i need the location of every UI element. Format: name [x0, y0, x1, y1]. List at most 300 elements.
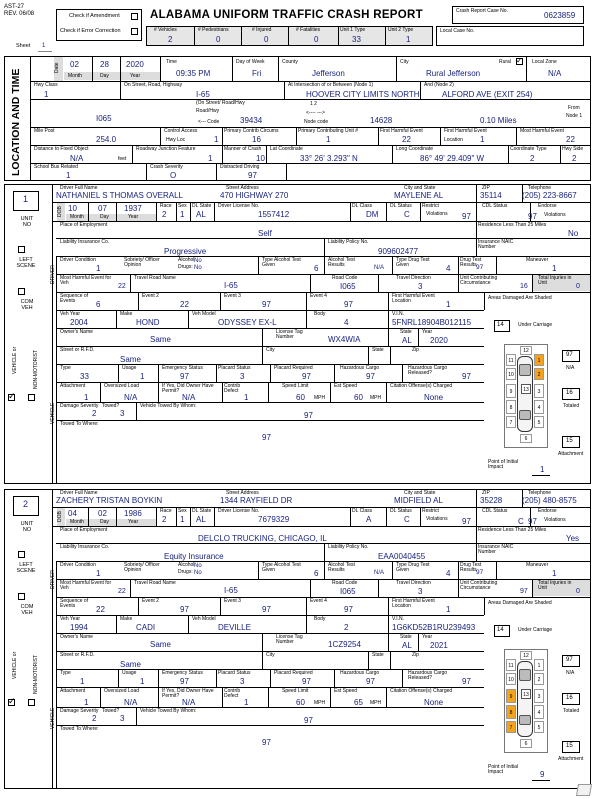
com-veh-checkbox[interactable] [18, 288, 25, 295]
attachment: 1 [84, 698, 89, 707]
speed-limit-label: Speed Limit [282, 383, 309, 389]
contrib-defect: 1 [244, 393, 249, 402]
event-3-label: Event 3 [224, 293, 241, 299]
tag-year-label: Year [422, 329, 433, 335]
towed-label: Towed? [102, 708, 120, 714]
liability-co: Progressive [164, 247, 207, 256]
unit-number: 2 [23, 499, 29, 509]
maneuver: 1 [552, 264, 557, 273]
point-impact-label: Point of Initial Impact [488, 764, 519, 775]
damage-zone-1[interactable]: 1 [534, 354, 544, 366]
driver-license: 1557412 [258, 210, 290, 219]
unit-contrib-label: Unit Contributing Circumstance [460, 580, 498, 591]
sequence-events-label: Sequence of Events [60, 293, 89, 304]
sheet-number: 1 [42, 43, 46, 49]
damage-zone-2[interactable]: 2 [534, 368, 544, 380]
under-carriage: 14 [497, 322, 504, 328]
hazardous-cargo: 97 [366, 372, 375, 381]
month-label: Month [70, 519, 84, 525]
employment-label: Place of Employment [60, 222, 108, 228]
veh-model-label: Veh Model [192, 311, 216, 317]
maneuver-label: Maneuver [526, 562, 549, 568]
event-2-label: Event 2 [142, 293, 159, 299]
owners-name: Same [150, 335, 171, 344]
diagram-na: N/A [566, 365, 575, 371]
vehicle-check-mark: ✓ [8, 696, 16, 706]
if-yes-label: If Yes, Did Owner Have Permit? [162, 383, 214, 394]
dl-class: DM [366, 210, 379, 219]
type-label: Type [60, 670, 71, 676]
total-injuries-label: Total Injuries in Unit [538, 580, 572, 591]
travel-road-label: Travel Road Name [134, 275, 176, 281]
sequence-event-1: 6 [96, 300, 101, 309]
violations-label: Violations [426, 211, 448, 217]
left-scene-checkbox[interactable] [18, 246, 25, 253]
owners-name: Same [150, 640, 171, 649]
emergency-status: 97 [180, 677, 189, 686]
drug-results-label: Drug Test Results [460, 257, 482, 268]
liability-policy: 909602477 [378, 247, 419, 256]
vehicle-or-label: VEHICLE or [12, 651, 18, 679]
violations-2: 97 [528, 212, 537, 221]
dl-state: AL [196, 515, 206, 524]
form-code: AST-27 [4, 4, 25, 10]
damage-zone-11[interactable]: 11 [506, 659, 516, 671]
first-harmful-event-loc-label: First Harmful Event Location [392, 293, 435, 304]
drugs: No [194, 265, 202, 271]
event-3-label: Event 3 [224, 598, 241, 604]
dl-class-label: DL Class [352, 508, 373, 514]
driver-zip: 35114 [480, 191, 502, 200]
event-2: 97 [180, 605, 189, 614]
mph-label: MPH [314, 700, 326, 706]
error-correction-checkbox[interactable] [131, 28, 138, 35]
dob-month: 04 [68, 509, 77, 518]
total-injuries-label: Total Injuries in Unit [538, 275, 572, 286]
veh-type: 33 [80, 372, 89, 381]
usage-label: Usage [122, 670, 137, 676]
attachment-label: Attachment [60, 383, 86, 389]
year-label: Year [128, 519, 139, 525]
owner-state-label: State [372, 347, 384, 353]
employment: DELCLO TRUCKING, CHICAGO, IL [198, 534, 327, 543]
license-tag: 1CZ9254 [328, 640, 361, 649]
liability-policy-label: Liability Policy No. [328, 239, 369, 245]
driver-condition-label: Driver Condition [60, 257, 96, 263]
contrib-defect-label: Contrib Defect [224, 688, 241, 699]
damage-zone-2[interactable]: 2 [534, 673, 544, 685]
location-section-title: LOCATION AND TIME [10, 68, 22, 176]
restrict-label: Restrict [422, 508, 439, 514]
first-harmful-event-loc: 1 [446, 300, 451, 309]
veh-model: DEVILLE [218, 623, 251, 632]
liability-co-label: Liability Insurance Co. [60, 239, 110, 245]
dl-class: A [366, 515, 372, 524]
day-label: Day [100, 214, 109, 220]
telephone-label: Telephone [528, 185, 552, 191]
areas-damaged-label: Areas Damaged Are Shaded [488, 600, 552, 606]
sequence-event-1: 22 [96, 605, 105, 614]
most-harmful-veh: 22 [118, 588, 126, 595]
residence-label: Residence Less Than 25 Miles [478, 222, 547, 228]
dob-label: DOB [57, 511, 63, 522]
type-drug-label: Type Drug Test Given [396, 257, 430, 268]
local-case-label: Local Case No. [440, 28, 475, 34]
veh-type: 1 [80, 677, 85, 686]
mph-label-2: MPH [370, 700, 382, 706]
vehicle-check-mark: ✓ [8, 391, 16, 401]
endorse-label: Endorse [538, 508, 557, 514]
travel-road: I-65 [224, 281, 238, 290]
sex-label: Sex [178, 203, 187, 209]
vehicle-label: VEHICLE [50, 402, 56, 424]
speed-limit: 60 [296, 393, 305, 402]
towed-by: 97 [304, 716, 313, 725]
rear-window-icon [519, 715, 531, 725]
attachment-diagram-label: Attachment [558, 451, 584, 457]
sheet-label: Sheet [16, 43, 31, 49]
check-error-label: Check if Error Correction [60, 28, 121, 34]
license-tag: WX4WIA [328, 335, 361, 344]
dl-state-label: DL State [192, 508, 212, 514]
telephone-label: Telephone [528, 490, 552, 496]
damage-zone-6[interactable]: 6 [520, 739, 532, 748]
placard-status-label: Placard Status [218, 365, 251, 371]
vin-label: V.I.N. [392, 311, 405, 317]
driver-phone: (205) 223-8667 [522, 191, 577, 200]
com-veh-label: COM VEH [20, 299, 34, 311]
drug-results: 97 [476, 264, 484, 271]
totaled-value: 16 [566, 390, 573, 396]
roof-zone-13[interactable]: 13 [521, 384, 531, 394]
driver-condition: 1 [96, 264, 101, 273]
form-revision: REV. 06/08 [4, 11, 35, 17]
drug-results: 97 [476, 569, 484, 576]
veh-year-label: Veh Year [60, 311, 81, 317]
event-3: 97 [262, 605, 271, 614]
totaled-label: Totaled [563, 708, 580, 714]
oversized-load: N/A [124, 393, 138, 402]
under-carriage-label: Under Carriage [518, 627, 553, 633]
veh-make: CADI [136, 623, 156, 632]
dl-status: C [404, 210, 410, 219]
first-harmful-event-loc-label: First Harmful Event Location [392, 598, 435, 609]
race: 2 [162, 210, 167, 219]
driver-license: 7679329 [258, 515, 290, 524]
unit-number: 1 [23, 194, 29, 204]
owner-city-label: City [266, 347, 275, 353]
event-4-label: Event 4 [310, 293, 327, 299]
damage-zone-7[interactable]: 7 [506, 721, 516, 733]
citation-label: Citation Offense(s) Charged [390, 688, 453, 694]
day-label: Day [100, 519, 109, 525]
veh-usage: 1 [140, 372, 145, 381]
veh-model: ODYSSEY EX-L [218, 318, 277, 327]
contrib-defect-label: Contrib Defect [224, 383, 241, 394]
make-label: Make [120, 616, 133, 622]
street-rfd-label: Street or R.F.D. [60, 652, 95, 658]
veh-body: 4 [344, 318, 349, 327]
driver-condition-label: Driver Condition [60, 562, 96, 568]
violations: 97 [462, 212, 471, 221]
driver-street: 1344 RAYFIELD DR [220, 496, 293, 505]
vehicle-or-label: VEHICLE or [12, 346, 18, 374]
liability-co: Equity Insurance [164, 552, 224, 561]
placard-status: 3 [240, 372, 245, 381]
drugs-label: Drugs: [178, 569, 193, 575]
road-code: I065 [340, 282, 356, 291]
speed-limit: 60 [296, 698, 305, 707]
totaled-label: Totaled [563, 403, 580, 409]
under-carriage-label: Under Carriage [518, 322, 553, 328]
cdl-status-label: CDL Status [482, 203, 508, 209]
hazardous-released-label: Hazardous Cargo Released? [408, 670, 448, 681]
violations-2: 97 [528, 517, 537, 526]
most-harmful-veh: 22 [118, 283, 126, 290]
damage-zone-12[interactable]: 12 [520, 346, 532, 355]
driver-city-state: MIDFIELD AL [394, 496, 443, 505]
non-motorist-label: NON-MOTORIST [33, 349, 39, 389]
mph-label-2: MPH [370, 395, 382, 401]
travel-road-label: Travel Road Name [134, 580, 176, 586]
dob-day: 02 [98, 509, 107, 518]
owner-zip-label: Zip [412, 347, 419, 353]
type-drug-label: Type Drug Test Given [396, 562, 430, 573]
damage-zone-1[interactable]: 1 [534, 659, 544, 671]
page-curl-icon [576, 784, 592, 796]
veh-year: 1994 [70, 623, 88, 632]
diagram-value: 97 [566, 657, 573, 663]
damage-zone-6[interactable]: 6 [520, 434, 532, 443]
citation-label: Citation Offense(s) Charged [390, 383, 453, 389]
type-label: Type [60, 365, 71, 371]
maneuver-label: Maneuver [526, 257, 549, 263]
totaled-value: 16 [566, 695, 573, 701]
damage-zone-4[interactable]: 4 [534, 705, 544, 719]
damage-zone-4[interactable]: 4 [534, 400, 544, 414]
month-label: Month [70, 214, 84, 220]
state-label: State [400, 329, 412, 335]
damage-zone-8[interactable]: 8 [506, 400, 516, 414]
residence-label: Residence Less Than 25 Miles [478, 527, 547, 533]
case-no: 0623859 [544, 11, 576, 20]
damage-zone-8[interactable]: 8 [506, 705, 516, 719]
hazardous-released: 97 [462, 372, 471, 381]
non-motorist-label: NON-MOTORIST [33, 654, 39, 694]
race-label: Race [160, 203, 172, 209]
owner-state-label: State [372, 652, 384, 658]
owner-city-label: City [266, 652, 275, 658]
towed-by-label: Vehicle Towed By Whom: [140, 403, 197, 409]
hazardous-cargo-label: Hazardous Cargo [340, 670, 380, 676]
violations-label-2: Violations [544, 212, 566, 218]
contrib-defect: 1 [244, 698, 249, 707]
if-yes-label: If Yes, Did Owner Have Permit? [162, 688, 214, 699]
veh-year: 2004 [70, 318, 88, 327]
drugs-label: Drugs: [178, 264, 193, 270]
alcohol-test-results-label: Alcohol Test Results [328, 562, 355, 573]
damage-zone-3[interactable]: 3 [534, 384, 544, 398]
driver-phone: (205) 480-8575 [522, 496, 577, 505]
est-speed: 60 [354, 393, 363, 402]
restrict-label: Restrict [422, 203, 439, 209]
event-3: 97 [262, 300, 271, 309]
damage-zone-10[interactable]: 10 [506, 673, 516, 685]
race: 2 [162, 515, 167, 524]
areas-damaged-label: Areas Damaged Are Shaded [488, 295, 552, 301]
towed-to-label: Towed To Where: [60, 726, 99, 732]
diagram-value: 97 [566, 352, 573, 358]
travel-direction-label: Travel Direction [396, 580, 431, 586]
driver-condition: 1 [96, 569, 101, 578]
dl-status-label: DL Status [390, 203, 412, 209]
maneuver: 1 [552, 569, 557, 578]
point-impact: 1 [540, 465, 545, 474]
travel-road: I-65 [224, 586, 238, 595]
dob-month: 10 [68, 204, 77, 213]
unit-no-label: UNIT NO [20, 216, 34, 228]
residence: Yes [566, 534, 580, 543]
dob-label: DOB [57, 206, 63, 217]
amendment-checkbox[interactable] [131, 13, 138, 20]
dob-year: 1986 [124, 509, 142, 518]
diagram-na: N/A [566, 670, 575, 676]
check-amendment-label: Check if Amendment [69, 13, 120, 19]
under-carriage: 14 [497, 627, 504, 633]
driver-city-state: MAYLENE AL [394, 191, 444, 200]
oversized-load-label: Oversized Load [104, 688, 140, 694]
sex-label: Sex [178, 508, 187, 514]
sobriety-label: Sobriety/ Officer Opinion [124, 257, 160, 268]
attachment: 1 [84, 393, 89, 402]
drugs: No [194, 570, 202, 576]
left-scene-label: LEFT SCENE [16, 562, 36, 574]
damage-zone-3[interactable]: 3 [534, 689, 544, 703]
placard-required: 97 [302, 677, 311, 686]
windshield-icon [519, 669, 531, 681]
damage-zone-9[interactable]: 9 [506, 384, 516, 398]
body-label: Body [314, 311, 326, 317]
left-scene-checkbox[interactable] [18, 551, 25, 558]
cdl-status-label: CDL Status [482, 508, 508, 514]
non-motorist-checkbox[interactable] [28, 699, 35, 706]
driver-zip: 35228 [480, 496, 503, 505]
rural-check-mark: ✓ [516, 56, 523, 65]
unit-contrib: 16 [520, 283, 528, 290]
oversized-load-label: Oversized Load [104, 383, 140, 389]
placard-required-label: Placard Required [274, 670, 313, 676]
dob-year: 1937 [124, 204, 142, 213]
damage-zone-5[interactable]: 5 [534, 721, 544, 733]
roof-zone-13[interactable]: 13 [521, 689, 531, 699]
city-state-label: City and State [404, 490, 436, 496]
event-2-label: Event 2 [142, 598, 159, 604]
veh-vin: 1G6KD52B1RU239493 [392, 623, 476, 632]
first-harmful-event-loc: 1 [446, 605, 451, 614]
owner-street: Same [120, 355, 141, 364]
street-address-label: Street Address [226, 185, 259, 191]
usage-label: Usage [122, 365, 137, 371]
driver-name: ZACHERY TRISTAN BOYKIN [56, 496, 163, 505]
residence: No [568, 229, 579, 238]
race-label: Race [160, 508, 172, 514]
type-drug: 4 [446, 569, 451, 578]
type-alcohol: 6 [314, 569, 319, 578]
make-label: Make [120, 311, 133, 317]
violations-label: Violations [426, 516, 448, 522]
tag-year-label: Year [422, 634, 433, 640]
mph-label: MPH [314, 395, 326, 401]
owners-name-label: Owner's Name [60, 329, 93, 335]
liability-co-label: Liability Insurance Co. [60, 544, 110, 550]
citation: None [424, 698, 444, 707]
hazardous-cargo-label: Hazardous Cargo [340, 365, 380, 371]
dl-class-label: DL Class [352, 203, 373, 209]
street-address-label: Street Address [226, 490, 259, 496]
hazardous-released-label: Hazardous Cargo Released? [408, 365, 448, 376]
damage-severity-label: Damage Severity [60, 403, 99, 409]
dl-status-label: DL Status [390, 508, 412, 514]
total-injuries: 0 [576, 283, 580, 290]
driver-name-label: Driver Full Name [60, 185, 98, 191]
com-veh-checkbox[interactable] [18, 593, 25, 600]
zip-label: ZIP [482, 490, 490, 496]
cdl-status: C [518, 517, 524, 526]
attachment-label: Attachment [60, 688, 86, 694]
road-code-label: Road Code [332, 580, 358, 586]
tag-state: AL [402, 336, 412, 345]
est-speed: 65 [354, 698, 363, 707]
attachment-diagram-value: 15 [566, 438, 573, 444]
veh-vin: 5FNRL18904B012115 [392, 318, 472, 327]
road-code-label: Road Code [332, 275, 358, 281]
endorse-label: Endorse [538, 203, 557, 209]
travel-direction: 3 [418, 282, 423, 291]
owners-name-label: Owner's Name [60, 634, 93, 640]
tag-year: 2020 [430, 336, 448, 345]
placard-required-label: Placard Required [274, 365, 313, 371]
zip-label: ZIP [482, 185, 490, 191]
rear-window-icon [519, 410, 531, 420]
damage-zone-10[interactable]: 10 [506, 368, 516, 380]
speed-limit-label: Speed Limit [282, 688, 309, 694]
alcohol-results: N/A [374, 265, 385, 271]
non-motorist-checkbox[interactable] [28, 394, 35, 401]
damage-zone-11[interactable]: 11 [506, 354, 516, 366]
license-tag-label: License Tag Number [276, 634, 303, 645]
alcohol: No [194, 258, 202, 264]
towed-by: 97 [304, 411, 313, 420]
damage-zone-7[interactable]: 7 [506, 416, 516, 428]
damage-zone-9[interactable]: 9 [506, 689, 516, 703]
most-harmful-veh-label: Most Harmful Event for Veh [60, 275, 112, 286]
hazardous-released: 97 [462, 677, 471, 686]
driver-label: DRIVER [50, 570, 56, 589]
owner-zip-label: Zip [412, 652, 419, 658]
towed-to: 97 [262, 738, 271, 747]
driver-name-label: Driver Full Name [60, 490, 98, 496]
placard-required: 97 [302, 372, 311, 381]
point-impact-label: Point of Initial Impact [488, 459, 519, 470]
damage-zone-5[interactable]: 5 [534, 416, 544, 428]
type-alcohol-label: Type Alcohol Test Given [262, 257, 301, 268]
owner-street: Same [120, 660, 141, 669]
liability-policy: EAA0040455 [378, 552, 426, 561]
driver-label: DRIVER [50, 265, 56, 284]
total-injuries: 0 [576, 588, 580, 595]
damage-zone-12[interactable]: 12 [520, 651, 532, 660]
license-tag-label: License Tag Number [276, 329, 303, 340]
